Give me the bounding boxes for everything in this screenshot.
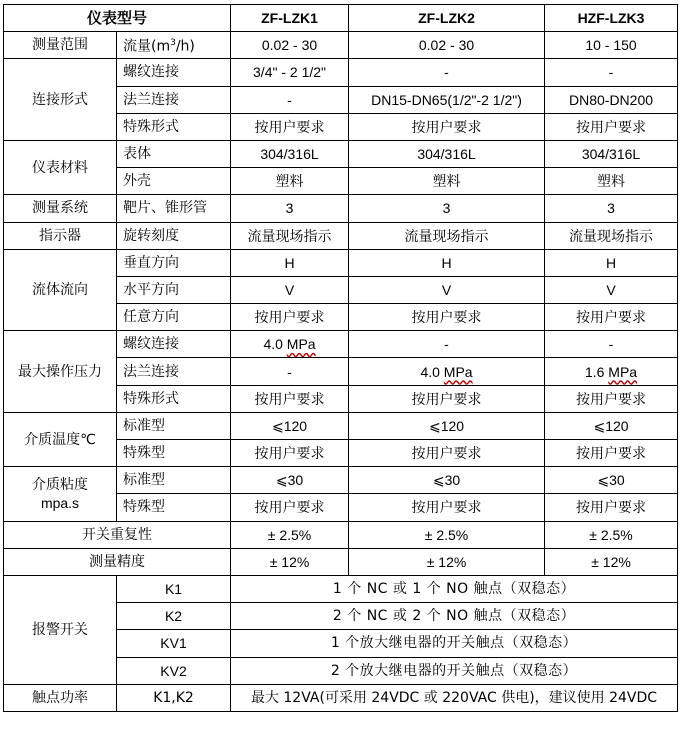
- sub-label: 特殊型: [117, 494, 231, 521]
- material-row: [4, 140, 678, 167]
- sub-label: 法兰连接: [117, 86, 231, 113]
- sub-label: 垂直方向: [117, 249, 231, 276]
- header-model-3: HZF-LZK3: [545, 5, 678, 32]
- cell-value: 304/316L: [231, 140, 349, 167]
- cell-value: 1 个放大继电器的开关触点（双稳态）: [231, 630, 678, 657]
- cell-value: ± 12%: [349, 548, 545, 575]
- temperature-row: [4, 412, 678, 439]
- cell-value: ⩽30: [349, 467, 545, 494]
- cell-value: 塑料: [349, 168, 545, 195]
- sub-label: 特殊型: [117, 440, 231, 467]
- sub-label: 任意方向: [117, 304, 231, 331]
- viscosity-row: [4, 467, 678, 494]
- cell-value: V: [545, 276, 678, 303]
- cell-value: 按用户要求: [349, 304, 545, 331]
- row-label: 测量精度: [4, 548, 231, 575]
- cell-value: 按用户要求: [349, 494, 545, 521]
- cell-value: DN80-DN200: [545, 86, 678, 113]
- cell-value: 3: [545, 195, 678, 222]
- cell-value: -: [349, 331, 545, 358]
- cell-value: ⩽120: [545, 412, 678, 439]
- cell-value: H: [231, 249, 349, 276]
- sub-label: 螺纹连接: [117, 331, 231, 358]
- row-label: 最大操作压力: [4, 331, 117, 413]
- sub-label: 外壳: [117, 168, 231, 195]
- sub-label: 法兰连接: [117, 358, 231, 385]
- header-model-2: ZF-LZK2: [349, 5, 545, 32]
- cell-value: 按用户要求: [231, 494, 349, 521]
- row-label: 开关重复性: [4, 521, 231, 548]
- cell-value: 10 - 150: [545, 32, 678, 59]
- header-model-label: 仪表型号: [4, 5, 231, 32]
- cell-value: 2 个放大继电器的开关触点（双稳态）: [231, 657, 678, 684]
- sub-label: KV1: [117, 630, 231, 657]
- unit-text: MPa: [608, 363, 638, 380]
- cell-value: 流量现场指示: [545, 222, 678, 249]
- cell-value: 3: [231, 195, 349, 222]
- row-label-line2: mpa.s: [40, 494, 80, 511]
- cell-value: 按用户要求: [231, 440, 349, 467]
- header-model-1: ZF-LZK1: [231, 5, 349, 32]
- spec-table: [3, 4, 678, 712]
- max-pressure-row: [4, 331, 678, 358]
- cell-value: ± 2.5%: [349, 521, 545, 548]
- cell-value: 304/316L: [349, 140, 545, 167]
- cell-value: ⩽120: [349, 412, 545, 439]
- row-label-line1: 介质粘度: [32, 476, 88, 493]
- cell-value: 最大 12VA(可采用 24VDC 或 220VAC 供电)，建议使用 24VDC: [231, 684, 678, 711]
- header-row: [4, 5, 678, 32]
- unit-text: MPa: [286, 336, 316, 353]
- cell-value: -: [231, 86, 349, 113]
- sub-label: 标准型: [117, 412, 231, 439]
- cell-value: 按用户要求: [545, 494, 678, 521]
- cell-value: 按用户要求: [545, 385, 678, 412]
- cell-value: 按用户要求: [545, 440, 678, 467]
- contact-power-row: [4, 684, 678, 711]
- cell-value: 4.0 MPa: [231, 331, 349, 358]
- cell-value: 2 个 NC 或 2 个 NO 触点（双稳态）: [231, 603, 678, 630]
- cell-value: 按用户要求: [349, 113, 545, 140]
- cell-value: 按用户要求: [349, 440, 545, 467]
- cell-value: -: [231, 358, 349, 385]
- unit-text: MPa: [443, 363, 473, 380]
- cell-value: 流量现场指示: [349, 222, 545, 249]
- flow-direction-row: [4, 249, 678, 276]
- alarm-row: [4, 575, 678, 602]
- cell-value: 按用户要求: [231, 113, 349, 140]
- row-label: 仪表材料: [4, 140, 117, 194]
- sub-label: 表体: [117, 140, 231, 167]
- cell-value: H: [349, 249, 545, 276]
- sub-label: K2: [117, 603, 231, 630]
- accuracy-row: [4, 548, 678, 575]
- cell-value: 流量现场指示: [231, 222, 349, 249]
- cell-value: 304/316L: [545, 140, 678, 167]
- cell-value: 3/4" - 2 1/2": [231, 59, 349, 86]
- indicator-row: [4, 222, 678, 249]
- row-label: 报警开关: [4, 575, 117, 684]
- cell-value: ⩽120: [231, 412, 349, 439]
- cell-value: 1 个 NC 或 1 个 NO 触点（双稳态）: [231, 575, 678, 602]
- cell-value: 1.6 MPa: [545, 358, 678, 385]
- sub-label: K1,K2: [117, 684, 231, 711]
- cell-value: 4.0 MPa: [349, 358, 545, 385]
- cell-value: V: [231, 276, 349, 303]
- sub-label: 流量$(m^3/h)$: [117, 32, 231, 59]
- measure-range-row: [4, 32, 678, 59]
- sub-label: 螺纹连接: [117, 59, 231, 86]
- cell-value: DN15-DN65(1/2"-2 1/2"): [349, 86, 545, 113]
- row-label: 测量系统: [4, 195, 117, 222]
- measure-system-row: [4, 195, 678, 222]
- sub-label: 特殊形式: [117, 113, 231, 140]
- cell-value: 3: [349, 195, 545, 222]
- cell-value: 按用户要求: [231, 385, 349, 412]
- cell-value: 按用户要求: [545, 113, 678, 140]
- cell-value: V: [349, 276, 545, 303]
- cell-value: 按用户要求: [349, 385, 545, 412]
- sub-label: 标准型: [117, 467, 231, 494]
- cell-value: ± 2.5%: [545, 521, 678, 548]
- repeatability-row: [4, 521, 678, 548]
- sub-label: 特殊形式: [117, 385, 231, 412]
- row-label: 连接形式: [4, 59, 117, 141]
- row-label: [4, 467, 117, 521]
- cell-value: H: [545, 249, 678, 276]
- cell-value: 塑料: [231, 168, 349, 195]
- cell-value: 0.02 - 30: [349, 32, 545, 59]
- row-label: 触点功率: [4, 684, 117, 711]
- row-label: 指示器: [4, 222, 117, 249]
- row-label: 测量范围: [4, 32, 117, 59]
- cell-value: ± 2.5%: [231, 521, 349, 548]
- sub-label: 靶片、锥形管: [117, 195, 231, 222]
- cell-value: -: [349, 59, 545, 86]
- row-label: 介质温度℃: [4, 412, 117, 466]
- cell-value: -: [545, 331, 678, 358]
- sub-label: 旋转刻度: [117, 222, 231, 249]
- cell-value: ⩽30: [231, 467, 349, 494]
- cell-value: 按用户要求: [231, 304, 349, 331]
- cell-value: ⩽30: [545, 467, 678, 494]
- cell-value: ± 12%: [231, 548, 349, 575]
- sub-label: K1: [117, 575, 231, 602]
- sub-label: 水平方向: [117, 276, 231, 303]
- cell-value: ± 12%: [545, 548, 678, 575]
- row-label: 流体流向: [4, 249, 117, 331]
- cell-value: -: [545, 59, 678, 86]
- cell-value: 按用户要求: [545, 304, 678, 331]
- cell-value: 塑料: [545, 168, 678, 195]
- sub-label: KV2: [117, 657, 231, 684]
- cell-value: 0.02 - 30: [231, 32, 349, 59]
- connection-row: [4, 59, 678, 86]
